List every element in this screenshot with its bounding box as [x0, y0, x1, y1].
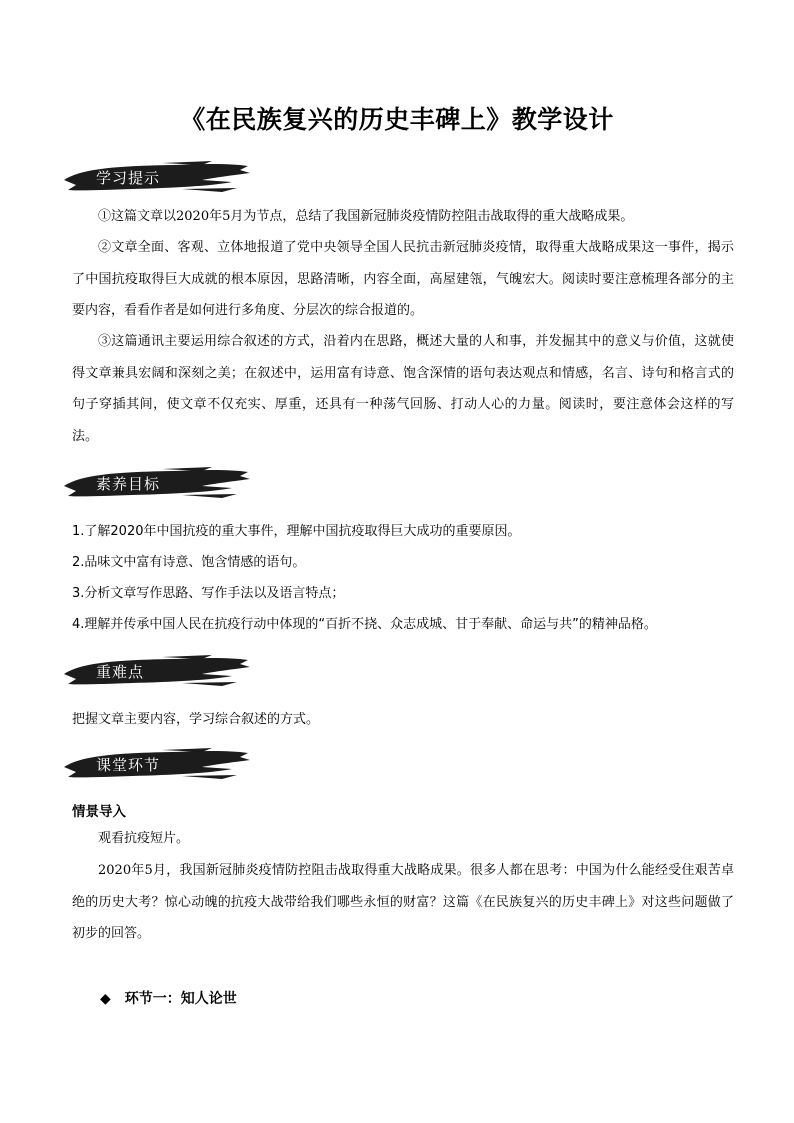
goal-item-3: 3.分析文章写作思路、写作手法以及语言特点； — [72, 586, 345, 601]
tips-paragraph-2: ②文章全面、客观、立体地报道了党中央领导全国人民抗击新冠肺炎疫情，取得重大战略成果这一事件，揭示了中国抗疫取得巨大成就的根本原因，思路清晰，内容全面，高屋建瓴，气魄宏大。阅读时要注意梳理各部分的主要内容，看看作者是如何进行多角度、分层次的综合报道的。 — [72, 240, 734, 318]
step-one-heading — [100, 988, 237, 1008]
intro-paragraph-1: 观看抗疫短片。 — [98, 831, 190, 846]
section-banner-goals — [62, 466, 252, 500]
goal-item-2: 2.品味文中富有诗意、饱含情感的语句。 — [72, 555, 306, 570]
intro-paragraph-2: 2020年5月，我国新冠肺炎疫情防控阻击战取得重大战略成果。很多人都在思考：中国为什么能经受住艰苦卓绝的历史大考？惊心动魄的抗疫大战带给我们哪些永恒的财富？这篇《在民族复兴的历史丰碑上》对这些问题做了初步的回答。 — [72, 863, 734, 941]
section-heading-key-points: 重难点 — [96, 663, 145, 681]
section-heading-goals: 素养目标 — [96, 475, 161, 493]
section-heading-class: 课堂环节 — [96, 756, 161, 774]
step-one-label: 环节一：知人论世 — [124, 991, 237, 1007]
goal-item-1: 1.了解2020年中国抗疫的重大事件，理解中国抗疫取得巨大成功的重要原因。 — [72, 524, 521, 539]
goal-item-4: 4.理解并传承中国人民在抗疫行动中体现的“百折不挠、众志成城、甘于奉献、命运与共”的精神品格。 — [72, 617, 657, 632]
section-heading-tips: 学习提示 — [96, 169, 161, 187]
page-title: 《在民族复兴的历史丰碑上》教学设计 — [180, 105, 614, 134]
section-banner-key-points — [62, 654, 252, 688]
brush-stroke-icon — [62, 654, 252, 688]
section-banner-tips — [62, 160, 252, 194]
key-points-text: 把握文章主要内容，学习综合叙述的方式。 — [72, 712, 320, 727]
diamond-bullet-icon: ◆ — [100, 991, 111, 1007]
tips-paragraph-1: ①这篇文章以2020年5月为节点，总结了我国新冠肺炎疫情防控阻击战取得的重大战略成果。 — [98, 209, 634, 224]
intro-heading: 情景导入 — [72, 804, 126, 820]
tips-paragraph-3: ③这篇通讯主要运用综合叙述的方式，沿着内在思路，概述大量的人和事，并发掘其中的意义与价值，这就使得文章兼具宏阔和深刻之美；在叙述中，运用富有诗意、饱含深情的语句表达观点和情感，名言、诗句和格言式的句子穿插其间，使文章不仅充实、厚重，还具有一种荡气回肠、打动人心的力量。阅读时，要注意体会这样的写法。 — [72, 334, 734, 444]
section-banner-class — [62, 747, 252, 781]
